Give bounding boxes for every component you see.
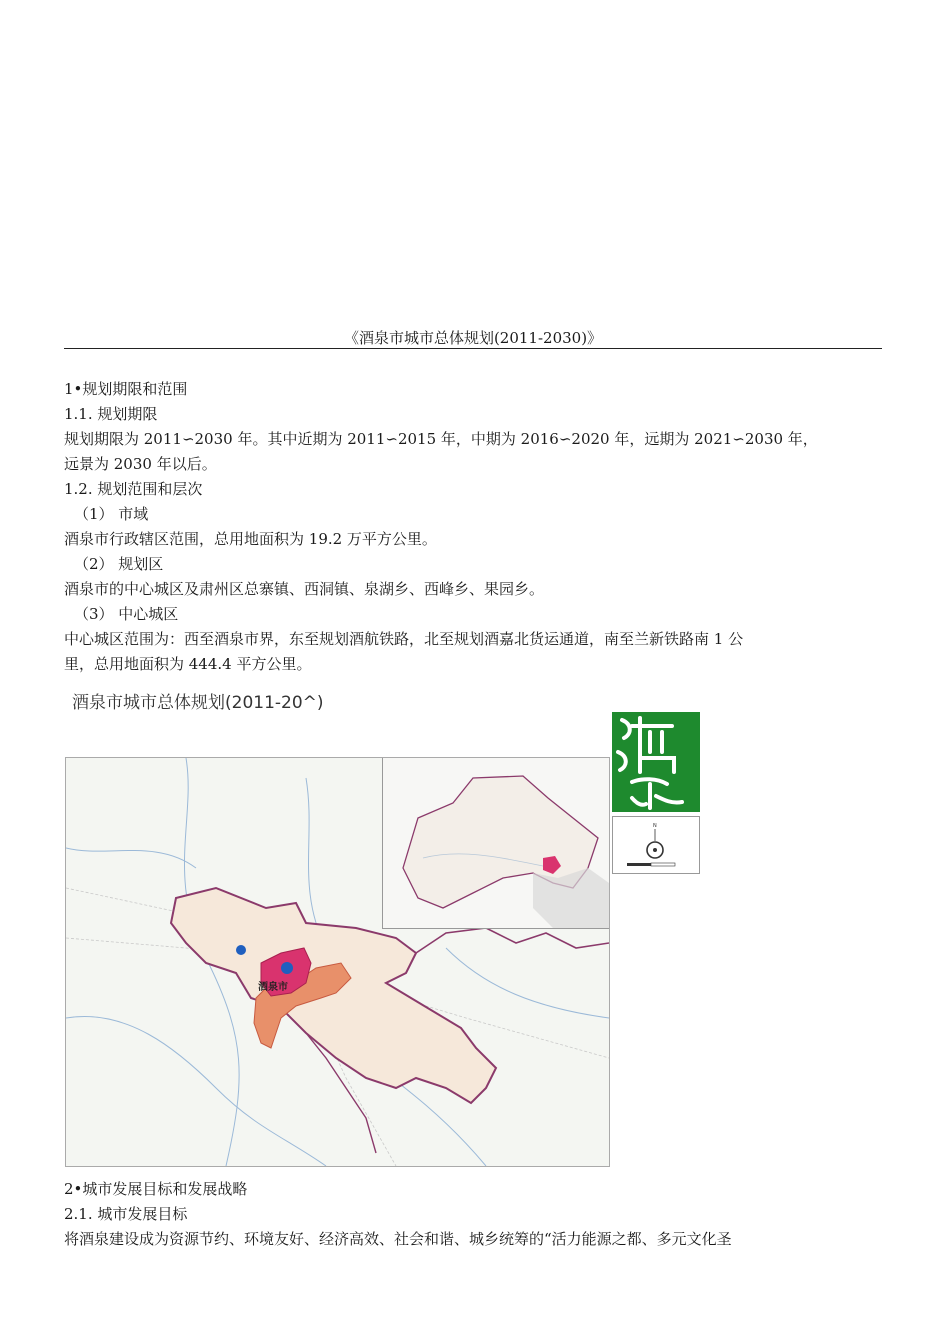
jiuquan-logo: [612, 712, 700, 812]
item-2-label: （2） 规划区: [74, 555, 164, 573]
location-inset-map: [382, 758, 609, 929]
inset-grey-region: [533, 868, 609, 928]
section-1-2-heading: 1.2. 规划范围和层次: [64, 480, 203, 498]
county-boundary: [416, 928, 609, 953]
scale-bar: [627, 863, 651, 866]
planning-period-text-cont: 远景为 2030 年以后。: [64, 455, 217, 473]
section-1-heading: 1•规划期限和范围: [64, 380, 188, 398]
city-center-marker: [281, 962, 293, 974]
item-1-text: 酒泉市行政辖区范围，总用地面积为 19.2 万平方公里。: [64, 530, 437, 548]
item-3-label: （3） 中心城区: [74, 605, 179, 623]
section-1: [64, 377, 884, 677]
document-title: 《酒泉市城市总体规划(2011-2030)》: [343, 329, 603, 347]
planning-map: [65, 757, 610, 1167]
item-3-text: 中心城区范围为：西至酒泉市界，东至规划酒航铁路，北至规划酒嘉北货运通道，南至兰新铁路南 1 公: [64, 630, 744, 648]
town-marker: [236, 945, 246, 955]
item-3-text-cont: 里，总用地面积为 444.4 平方公里。: [64, 655, 312, 673]
section-2-1-heading: 2.1. 城市发展目标: [64, 1205, 188, 1223]
inset-graphic: [383, 758, 609, 928]
section-2: [64, 1177, 884, 1252]
item-1-label: （1） 市域: [74, 505, 149, 523]
city-label: 酒泉市: [258, 982, 288, 993]
map-title: 酒泉市城市总体规划(2011-20^): [72, 693, 324, 713]
page-header: [64, 328, 882, 349]
development-goal-text: 将酒泉建设成为资源节约、环境友好、经济高效、社会和谐、城乡统筹的“活力能源之都、多元文化圣: [64, 1230, 732, 1248]
section-1-1-heading: 1.1. 规划期限: [64, 405, 158, 423]
compass-scale-box: [612, 816, 700, 874]
planning-period-text: 规划期限为 2011∽2030 年。其中近期为 2011∽2015 年，中期为 2016∽2020 年，远期为 2021∽2030 年，: [64, 430, 818, 448]
section-2-heading: 2•城市发展目标和发展战略: [64, 1180, 248, 1198]
north-label: N: [653, 823, 657, 829]
item-2-text: 酒泉市的中心城区及肃州区总寨镇、西洞镇、泉湖乡、西峰乡、果园乡。: [64, 580, 545, 598]
logo-glyph-graphic: [612, 712, 700, 812]
compass-graphic: [613, 817, 699, 873]
